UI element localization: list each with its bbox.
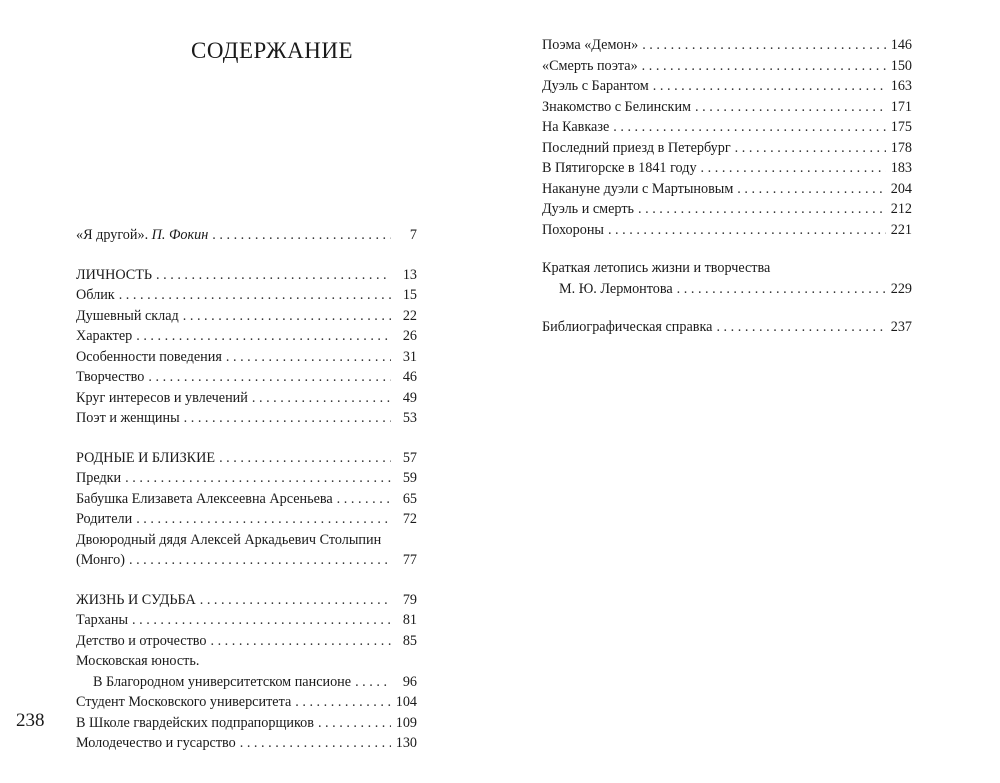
toc-entry[interactable] [76, 631, 417, 652]
spacer [542, 240, 912, 258]
dot-leader [156, 265, 391, 286]
entry-label-line2: М. Ю. Лермонтова [559, 280, 673, 297]
toc-entry[interactable] [76, 326, 417, 347]
left-page [0, 0, 470, 783]
entry-label: Молодечество и гусарство [76, 735, 236, 751]
toc-entry-group[interactable] [76, 651, 417, 692]
dot-leader [212, 225, 391, 246]
toc-entry[interactable] [542, 35, 912, 56]
dot-leader [695, 97, 886, 118]
toc-entry[interactable] [76, 408, 417, 429]
entry-label: Детство и отрочество [76, 632, 207, 649]
page-ref: 229 [890, 280, 912, 297]
toc-entry-bibliography[interactable] [542, 317, 912, 338]
dot-leader [613, 117, 886, 138]
page-ref: 183 [890, 160, 912, 176]
page-ref: 171 [890, 98, 912, 115]
dot-leader [129, 550, 391, 571]
entry-label: Дуэль с Барантом [542, 78, 649, 94]
dot-leader [119, 285, 391, 306]
entry-label: «Смерть поэта» [542, 57, 638, 74]
entry-label: Круг интересов и увлечений [76, 389, 248, 406]
spacer [76, 429, 417, 448]
page-ref: 150 [890, 57, 912, 74]
toc-entry[interactable] [542, 138, 912, 159]
toc-entry[interactable] [76, 610, 417, 631]
entry-label: Тарханы [76, 612, 129, 628]
toc-entry[interactable] [76, 713, 417, 734]
entry-label: Бабушка Елизавета Алексеевна Арсеньева [76, 490, 333, 507]
entry-label: Знакомство с Белинским [542, 98, 692, 115]
entry-label: Душевный склад [76, 307, 179, 324]
page-ref: 146 [890, 37, 912, 53]
section-label: РОДНЫЕ И БЛИЗКИЕ [76, 449, 216, 466]
toc-entry[interactable] [542, 76, 912, 97]
toc-entry[interactable] [76, 509, 417, 530]
entry-label: Студент Московского университета [76, 694, 292, 710]
page-ref: 65 [402, 490, 417, 507]
page-ref: 221 [890, 221, 912, 238]
page-ref: 175 [890, 119, 912, 135]
page-ref: 204 [890, 180, 912, 197]
entry-label: Облик [76, 287, 115, 303]
entry-label: Характер [76, 328, 133, 344]
dot-leader [677, 279, 886, 300]
page-ref: 31 [402, 348, 417, 365]
dot-leader [355, 672, 391, 693]
dot-leader [200, 590, 391, 611]
page-ref: 163 [890, 78, 912, 94]
dot-leader [318, 713, 391, 734]
dot-leader [136, 326, 391, 347]
dot-leader [125, 468, 391, 489]
toc-left [76, 225, 417, 754]
page-ref: 49 [402, 389, 417, 406]
section-label: ЖИЗНЬ И СУДЬБА [76, 591, 196, 608]
page-ref: 81 [402, 612, 417, 628]
entry-label: Поэма «Демон» [542, 37, 639, 53]
dot-leader [642, 35, 886, 56]
toc-entry[interactable] [76, 285, 417, 306]
toc-entry[interactable] [542, 199, 912, 220]
page-ref: 72 [402, 511, 417, 527]
toc-entry[interactable] [542, 117, 912, 138]
entry-label: Предки [76, 470, 122, 486]
page-title: СОДЕРЖАНИЕ [191, 38, 354, 63]
toc-entry[interactable] [542, 97, 912, 118]
toc-entry[interactable] [76, 489, 417, 510]
page-ref: 96 [402, 673, 417, 690]
toc-entry-chronicle[interactable] [542, 258, 912, 299]
toc-entry-intro[interactable] [76, 225, 417, 246]
entry-label-indented: В Благородном университетском пансионе [93, 673, 352, 690]
page-ref: 26 [402, 328, 417, 344]
entry-label: Накануне дуэли с Мартыновым [542, 180, 734, 197]
spacer [76, 571, 417, 590]
dot-leader [240, 733, 391, 754]
page-ref: 13 [402, 266, 417, 283]
toc-entry[interactable] [76, 692, 417, 713]
toc-entry[interactable] [76, 367, 417, 388]
page-ref: 212 [890, 201, 912, 217]
entry-label: Родители [76, 511, 133, 527]
spacer [76, 246, 417, 265]
entry-label: Дуэль и смерть [542, 201, 634, 217]
toc-entry[interactable] [542, 220, 912, 241]
toc-section-heading[interactable] [76, 265, 417, 286]
dot-leader [735, 138, 886, 159]
page-ref: 109 [395, 714, 417, 731]
page-ref: 15 [402, 287, 417, 303]
dot-leader [132, 610, 391, 631]
page-number: 238 [16, 710, 45, 731]
toc-right [542, 35, 912, 338]
page-ref: 59 [402, 470, 417, 486]
page-ref: 85 [402, 632, 417, 649]
toc-entry[interactable] [76, 733, 417, 754]
entry-label-line1: Двоюродный дядя Алексей Аркадьевич Столыпин [76, 531, 382, 548]
dot-leader [210, 631, 391, 652]
dot-leader [638, 199, 886, 220]
entry-label: Библиографическая справка [542, 319, 713, 335]
toc-entry[interactable] [542, 158, 912, 179]
page-ref: 79 [402, 591, 417, 608]
toc-entry-multiline[interactable] [76, 530, 417, 571]
toc-entry[interactable] [542, 179, 912, 200]
entry-label: На Кавказе [542, 119, 610, 135]
section-label: ЛИЧНОСТЬ [76, 266, 153, 283]
entry-label: Творчество [76, 369, 145, 385]
intro-title: «Я другой». [76, 227, 149, 243]
entry-label: Особенности поведения [76, 348, 222, 365]
page-ref: 77 [402, 552, 417, 568]
dot-leader [219, 448, 391, 469]
entry-label: В Школе гвардейских подпрапорщиков [76, 714, 314, 731]
page-ref: 46 [402, 369, 417, 385]
entry-label: Похороны [542, 221, 604, 238]
dot-leader [136, 509, 391, 530]
page-ref: 130 [395, 735, 417, 751]
page-ref: 22 [402, 307, 417, 324]
dot-leader [737, 179, 886, 200]
group-label: Московская юность. [76, 653, 200, 669]
dot-leader [226, 347, 391, 368]
dot-leader [608, 220, 886, 241]
dot-leader [148, 367, 391, 388]
toc-entry[interactable] [76, 388, 417, 409]
dot-leader [184, 408, 391, 429]
right-page [470, 0, 1000, 783]
toc-entry[interactable] [76, 306, 417, 327]
entry-label: Поэт и женщины [76, 410, 180, 426]
spacer [542, 299, 912, 317]
page-ref: 57 [402, 449, 417, 466]
dot-leader [252, 388, 391, 409]
dot-leader [337, 489, 391, 510]
entry-label-line2: (Монго) [76, 552, 125, 568]
entry-label: В Пятигорске в 1841 году [542, 160, 697, 176]
toc-section-heading[interactable] [76, 590, 417, 611]
intro-author: П. Фокин [151, 227, 209, 243]
toc-entry[interactable] [542, 56, 912, 77]
page-ref: 178 [890, 139, 912, 156]
dot-leader [701, 158, 886, 179]
entry-label-line1: Краткая летопись жизни и творчества [542, 260, 771, 276]
dot-leader [716, 317, 886, 338]
page-ref: 7 [409, 227, 417, 243]
toc-entry[interactable] [76, 347, 417, 368]
page-ref: 53 [402, 410, 417, 426]
entry-label: Последний приезд в Петербург [542, 139, 731, 156]
toc-section-heading[interactable] [76, 448, 417, 469]
page-ref: 237 [890, 319, 912, 335]
dot-leader [295, 692, 391, 713]
page-ref: 104 [395, 694, 417, 710]
dot-leader [642, 56, 886, 77]
dot-leader [653, 76, 886, 97]
dot-leader [183, 306, 391, 327]
toc-entry[interactable] [76, 468, 417, 489]
